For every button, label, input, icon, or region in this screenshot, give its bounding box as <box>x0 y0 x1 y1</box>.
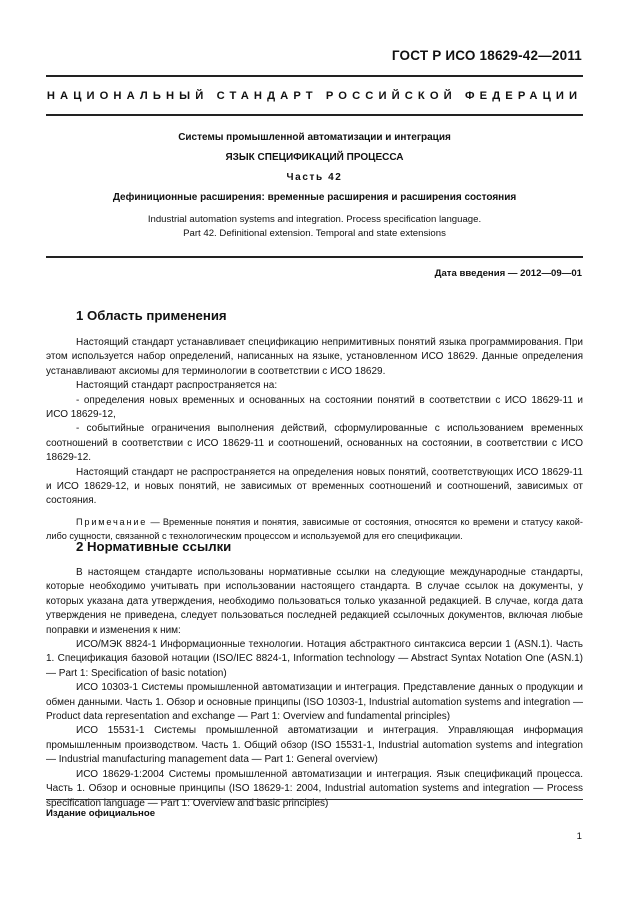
section-2-heading: 2 Нормативные ссылки <box>76 539 232 554</box>
title-bottom-rule <box>46 256 583 258</box>
list-item: - определения новых временных и основанных на состоянии понятий в соответствии с ИСО 18629-11 и ИСО 18629-12, <box>46 394 583 421</box>
introduction-date: Дата введения — 2012—09—01 <box>434 268 582 279</box>
section-1-heading: 1 Область применения <box>76 308 227 323</box>
english-title-2: Part 42. Definitional extension. Temporal and state extensions <box>183 228 446 239</box>
national-standard-banner: НАЦИОНАЛЬНЫЙ СТАНДАРТ РОССИЙСКОЙ ФЕДЕРАЦИИ <box>46 90 583 102</box>
section-2-body <box>46 566 583 811</box>
paragraph: Настоящий стандарт не распространяется на определения новых понятий, соответствующих ИСО 18629-11 и ИСО 18629-12, и новых понятий, не зависимых от временных соотношений и соотношений, зависимых от состояния. <box>46 466 583 507</box>
title-top-rule <box>46 114 583 116</box>
title-line-4: Дефиниционные расширения: временные расширения и расширения состояния <box>112 192 517 203</box>
english-title-1: Industrial automation systems and integration. Process specification language. <box>147 214 482 225</box>
note-text: — Временные понятия и понятия, зависимые от состояния, относятся ко времени и статусу какой-либо сущности, связанной с технологическим процессом и используемой для его спецификации. <box>46 516 583 541</box>
note-label: Примечание <box>76 516 148 527</box>
official-edition-label: Издание официальное <box>46 808 156 819</box>
footer-rule <box>46 799 583 800</box>
reference-item: ИСО 15531-1 Системы промышленной автоматизации и интеграция. Управляющая информация промышленным производством. Часть 1. Общий обзор (ISO 15531-1, Industrial automation systems and integration — Industrial manufacturing management data — Part 1: General overview) <box>46 725 583 766</box>
header-rule <box>46 75 583 77</box>
document-id: ГОСТ Р ИСО 18629-42—2011 <box>391 48 582 63</box>
title-part: Часть 42 <box>286 172 343 183</box>
reference-item: ИСО 10303-1 Системы промышленной автоматизации и интеграция. Представление данных о продукции и обмен данными. Часть 1. Обзор и основные принципы (ISO 10303-1, Industrial automation systems and integration — Product data representation and exchange — Part 1: Overview and fundamental principles) <box>46 682 583 723</box>
paragraph: Настоящий стандарт распространяется на: <box>76 380 278 392</box>
reference-item: ИСО/МЭК 8824-1 Информационные технологии. Нотация абстрактного синтаксиса версии 1 (ASN.1). Часть 1. Спецификация базовой нотации (ISO/IEC 8824-1, Information technology — Abstract Syntax Notation One (ASN.1) — Part 1: Specification of basic notation) <box>46 639 583 679</box>
title-line-1: Системы промышленной автоматизации и интеграция <box>178 132 451 143</box>
reference-item: ИСО 18629-1:2004 Системы промышленной автоматизации и интеграция. Язык спецификаций процесса. Часть 1. Обзор и основные принципы (ISO 18629-1: 2004, Industrial automation systems and integration — Process specification language — Part 1: Overview and basic principles) <box>46 768 583 809</box>
paragraph: В настоящем стандарте использованы нормативные ссылки на следующие международные стандарты, которые необходимо учитывать при использовании настоящего стандарта. В случае ссылок на документы, у которых указана дата утверждения, необходимо пользоваться только указанной редакцией. В случае, когда дата утверждения не приведена, следует пользоваться последней редакцией ссылочных документов, включая любые поправки и изменения к ним: <box>46 567 583 636</box>
title-line-2: ЯЗЫК СПЕЦИФИКАЦИЙ ПРОЦЕССА <box>225 152 404 163</box>
page-number: 1 <box>576 831 582 842</box>
list-item: - событийные ограничения выполнения действий, сформулированные с использованием временных соотношений в соответствии с ИСО 18629-11 и соотношений, основанных на состоянии, в соответствии с ИСО 18629-12. <box>46 423 583 464</box>
section-1-body <box>46 336 583 543</box>
paragraph: Настоящий стандарт устанавливает спецификацию непримитивных понятий языка программирования. При этом используется набор определений, написанных на языке, установленном ИСО 18629. Данные определения устанавливают аксиомы для терминологии в соответствии с ИСО 18629. <box>46 337 583 377</box>
